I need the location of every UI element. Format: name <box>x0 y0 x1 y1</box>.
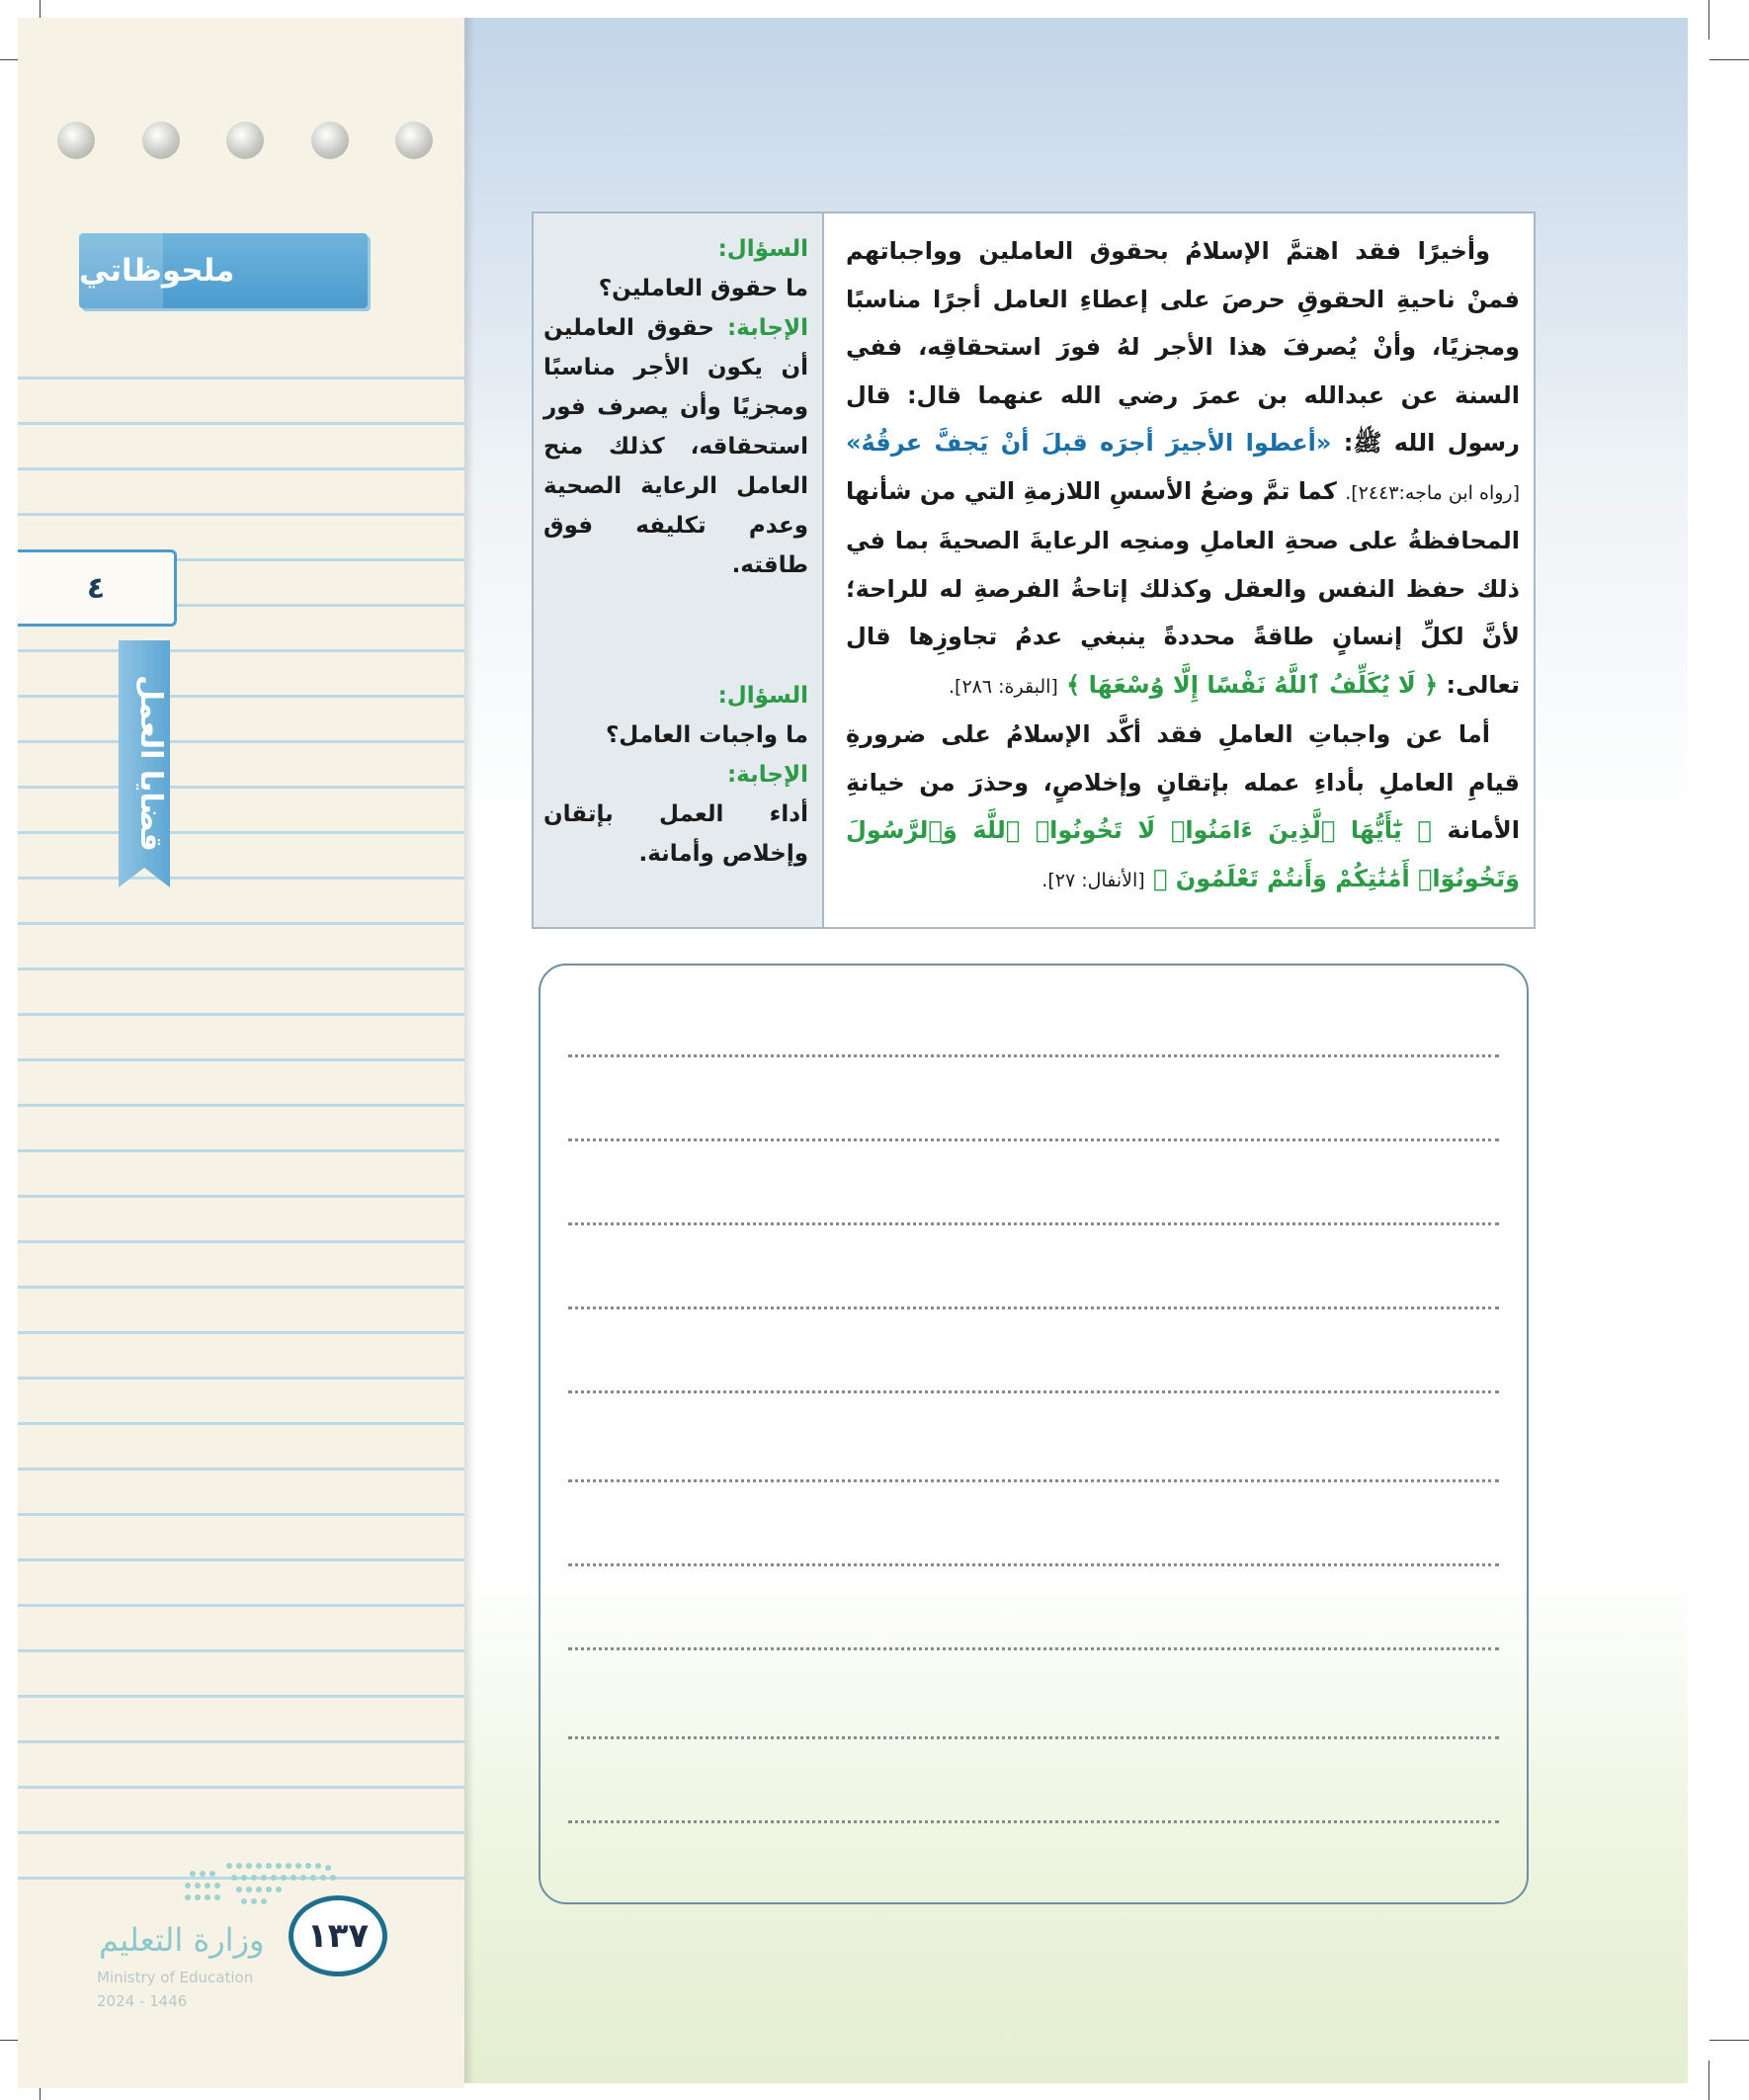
writing-line[interactable] <box>568 1736 1499 1739</box>
writing-line[interactable] <box>568 1390 1499 1393</box>
paragraph-workers-duties <box>846 711 1520 904</box>
binder-hole <box>142 122 180 159</box>
binder-hole <box>395 122 433 159</box>
unit-number-box <box>18 549 177 627</box>
binder-hole <box>311 122 349 159</box>
crop-mark <box>1708 2060 1709 2100</box>
question-label: السؤال: <box>717 236 808 262</box>
ministry-name-en: Ministry of Education <box>97 1969 254 1986</box>
question-2-text: ما واجبات العامل؟ <box>605 722 808 748</box>
unit-title: قضايا العمل <box>133 675 168 852</box>
hadith-reference: [رواه ابن ماجه:٢٤٤٣]. <box>1345 481 1521 504</box>
crop-mark <box>1709 59 1749 60</box>
tab-highlight <box>79 233 163 308</box>
answer-2 <box>543 755 808 795</box>
question-2 <box>543 676 808 715</box>
hadith-quote: «أعطوا الأجيرَ أجرَه قبلَ أنْ يَجفَّ عرقُهُ» <box>846 429 1332 457</box>
crop-mark <box>1708 0 1709 40</box>
answer-2-text: أداء العمل بإتقان وإخلاص وأمانة. <box>543 801 808 867</box>
rights-text-continued: كما تمَّ وضعُ الأسسِ اللازمةِ التي من شأنها المحافظةُ على صحةِ العاملِ ومنحِه الرعايةَ الصحيةَ بما في ذلك حفظ النفس والعقل وكذلك إتاحةُ الفرصةِ له للراحة؛ لأنَّ لكلِّ إنسانٍ طاقةً محددةً ينبغي عدمُ تجاوزِها قال تعالى: <box>846 476 1520 699</box>
lesson-content-table <box>532 211 1536 929</box>
verse-reference: [الأنفال: ٢٧]. <box>1041 869 1145 891</box>
lesson-body-text <box>824 213 1534 927</box>
quran-verse: ﴿ لَا يُكَلِّفُ ٱللَّهُ نَفْسًا إِلَّا وُسْعَهَا ﴾ <box>1066 670 1439 699</box>
notes-label: ملحوظاتي <box>79 253 235 289</box>
answer-label: الإجابة: <box>726 315 808 341</box>
writing-area[interactable] <box>539 964 1529 1904</box>
page-gutter-shadow <box>464 18 474 2083</box>
writing-line[interactable] <box>568 1647 1499 1650</box>
qa-side-column <box>534 213 824 927</box>
writing-line[interactable] <box>568 1563 1499 1566</box>
crop-mark <box>1709 2040 1749 2041</box>
question-label: السؤال: <box>717 683 808 709</box>
notes-notebook <box>18 18 464 2083</box>
rights-text: وأخيرًا فقد اهتمَّ الإسلامُ بحقوق العاملين وواجباتهم فمنْ ناحيةِ الحقوقِ حرصَ على إعطاءِ العامل أجرًا مناسبًا ومجزيًا، وأنْ يُصرفَ هذا الأجر لهُ فورَ استحقاقِه، ففي السنة عن عبدالله بن عمرَ رضي الله عنهما قال: قال رسول الله ﷺ: <box>846 237 1520 457</box>
writing-line[interactable] <box>568 1222 1499 1225</box>
my-notes-tab <box>79 233 368 308</box>
writing-line[interactable] <box>568 1054 1499 1057</box>
spacer <box>543 585 808 676</box>
writing-line[interactable] <box>568 1820 1499 1823</box>
binder-holes <box>57 122 433 159</box>
answer-1-text: حقوق العاملين أن يكون الأجر مناسبًا ومجزيًا وأن يصرف فور استحقاقه، كذلك منح العامل الرعاية الصحية وعدم تكليفه فوق طاقته. <box>543 315 808 578</box>
verse-reference: [البقرة: ٢٨٦]. <box>949 675 1058 698</box>
unit-number: ٤ <box>86 570 106 606</box>
binder-hole <box>226 122 264 159</box>
writing-line[interactable] <box>568 1306 1499 1309</box>
answer-1 <box>543 308 808 585</box>
question-1-text: ما حقوق العاملين؟ <box>598 276 808 301</box>
academic-year: 2024 - 1446 <box>97 1992 188 2010</box>
page-number: ١٣٧ <box>289 1895 387 1976</box>
paragraph-workers-rights <box>846 227 1520 711</box>
writing-line[interactable] <box>568 1479 1499 1482</box>
binder-hole <box>57 122 95 159</box>
question-1 <box>543 229 808 269</box>
ministry-name-ar: وزارة التعليم <box>99 1921 265 1959</box>
answer-label: الإجابة: <box>726 762 808 788</box>
writing-line[interactable] <box>568 1138 1499 1141</box>
duties-text: أما عن واجباتِ العاملِ فقد أكَّد الإسلامُ على ضرورةِ قيامِ العاملِ بأداءِ عمله بإتقانٍ وإخلاصٍ، وحذرَ من خيانةِ الأمانة <box>846 720 1520 844</box>
quran-verse: ﴿ يَٰٓأَيُّهَا ٱلَّذِينَ ءَامَنُوا۟ لَا تَخُونُوا۟ ٱللَّهَ وَٱلرَّسُولَ وَتَخُونُوٓا۟ أَمَٰنَٰتِكُمْ وَأَنتُمْ تَعْلَمُونَ ﴾ <box>846 816 1520 892</box>
